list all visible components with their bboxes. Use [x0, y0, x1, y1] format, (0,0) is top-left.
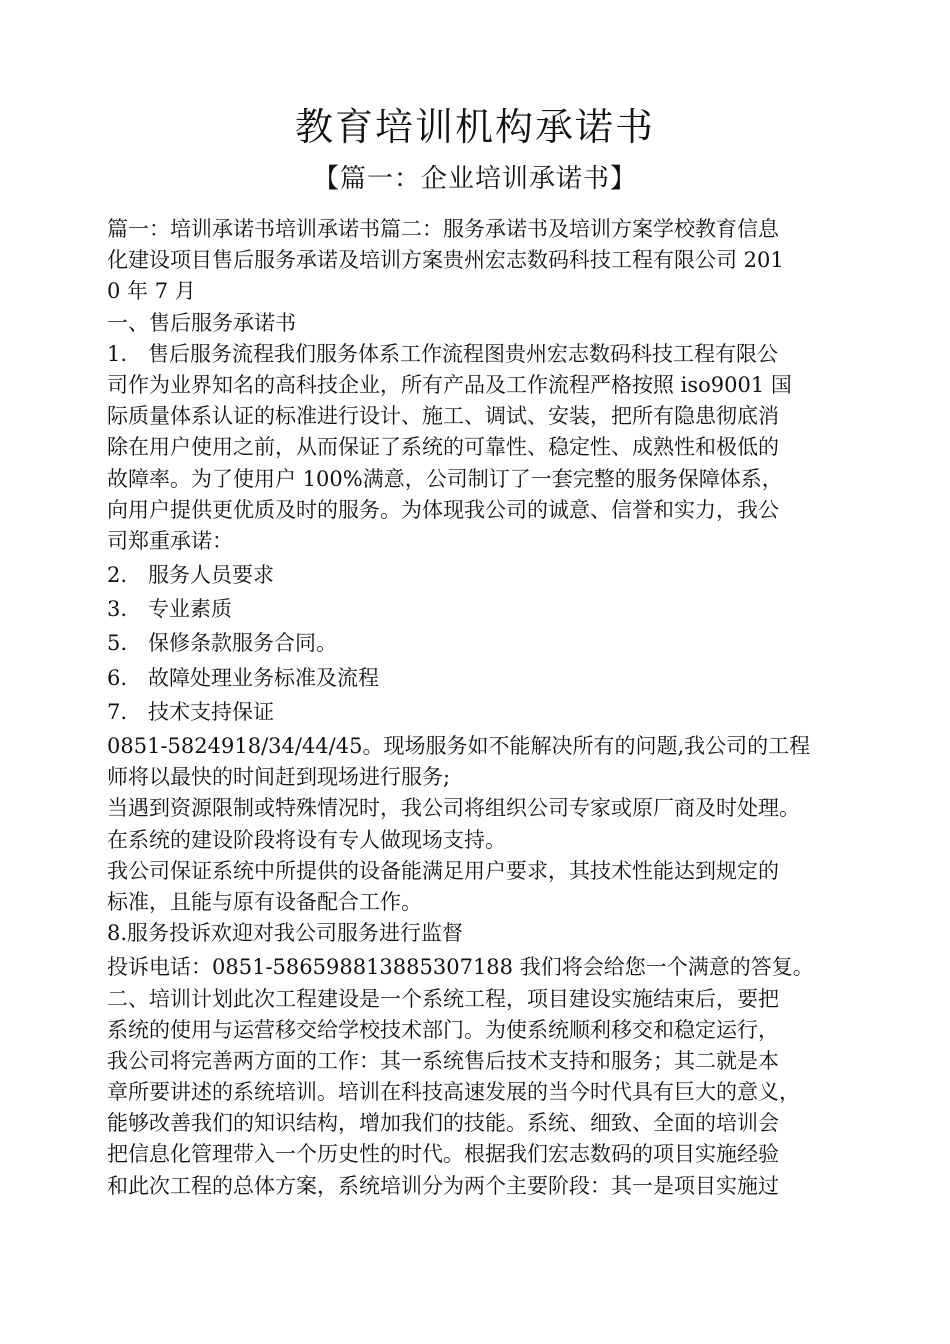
list-item: 5. 保修条款服务合同。	[107, 631, 338, 656]
body-line: 投诉电话：0851-586598813885307188 我们将会给您一个满意的答复。	[107, 955, 814, 980]
body-line: 能够改善我们的知识结构，增加我们的技能。系统、细致、全面的培训会	[107, 1111, 779, 1136]
body-line: 除在用户使用之前，从而保证了系统的可靠性、稳定性、成熟性和极低的	[107, 435, 779, 460]
list-item: 2. 服务人员要求	[107, 563, 275, 588]
body-line: 一、售后服务承诺书	[107, 310, 296, 335]
body-line: 在系统的建设阶段将设有专人做现场支持。	[107, 827, 506, 852]
body-line: 师将以最快的时间赶到现场进行服务;	[107, 765, 451, 790]
body-line: 司作为业界知名的高科技企业，所有产品及工作流程严格按照 iso9001 国	[107, 372, 792, 397]
body-line: 化建设项目售后服务承诺及培训方案贵州宏志数码科技工程有限公司 201	[107, 248, 784, 273]
body-line: 章所要讲述的系统培训。培训在科技高速发展的当今时代具有巨大的意义，	[107, 1080, 800, 1105]
body-line: 司郑重承诺：	[107, 528, 233, 553]
body-line: 际质量体系认证的标准进行设计、施工、调试、安装，把所有隐患彻底消	[107, 404, 779, 429]
body-line: 标准，且能与原有设备配合工作。	[107, 889, 422, 914]
body-line: 8.服务投诉欢迎对我公司服务进行监督	[107, 921, 464, 946]
body-line: 1. 售后服务流程我们服务体系工作流程图贵州宏志数码科技工程有限公	[107, 341, 779, 366]
document-body	[107, 214, 867, 1202]
body-line: 当遇到资源限制或特殊情况时，我公司将组织公司专家或原厂商及时处理。	[107, 796, 800, 821]
body-line: 和此次工程的总体方案，系统培训分为两个主要阶段：其一是项目实施过	[107, 1173, 779, 1198]
document-title: 教育培训机构承诺书	[294, 105, 655, 149]
body-line: 向用户提供更优质及时的服务。为体现我公司的诚意、信誉和实力，我公	[107, 497, 779, 522]
list-item: 6. 故障处理业务标准及流程	[107, 665, 380, 690]
body-line: 我公司保证系统中所提供的设备能满足用户要求，其技术性能达到规定的	[107, 858, 779, 883]
document-subtitle: 【篇一：企业培训承诺书】	[312, 164, 637, 194]
body-line: 把信息化管理带入一个历史性的时代。根据我们宏志数码的项目实施经验	[107, 1142, 779, 1167]
body-line: 故障率。为了使用户 100%满意，公司制订了一套完整的服务保障体系，	[107, 466, 783, 491]
body-line: 我公司将完善两方面的工作：其一系统售后技术支持和服务；其二就是本	[107, 1048, 779, 1073]
body-line: 二、培训计划此次工程建设是一个系统工程，项目建设实施结束后，要把	[107, 986, 779, 1011]
list-item: 7. 技术支持保证	[107, 699, 275, 724]
body-line: 0851-5824918/34/44/45。现场服务如不能解决所有的问题,我公司的工程	[107, 734, 811, 758]
list-item: 3. 专业素质	[107, 597, 233, 622]
body-line: 系统的使用与运营移交给学校技术部门。为使系统顺利移交和稳定运行，	[107, 1017, 779, 1042]
body-line: 0 年 7 月	[107, 279, 196, 304]
body-line: 篇一：培训承诺书培训承诺书篇二：服务承诺书及培训方案学校教育信息	[107, 217, 779, 241]
